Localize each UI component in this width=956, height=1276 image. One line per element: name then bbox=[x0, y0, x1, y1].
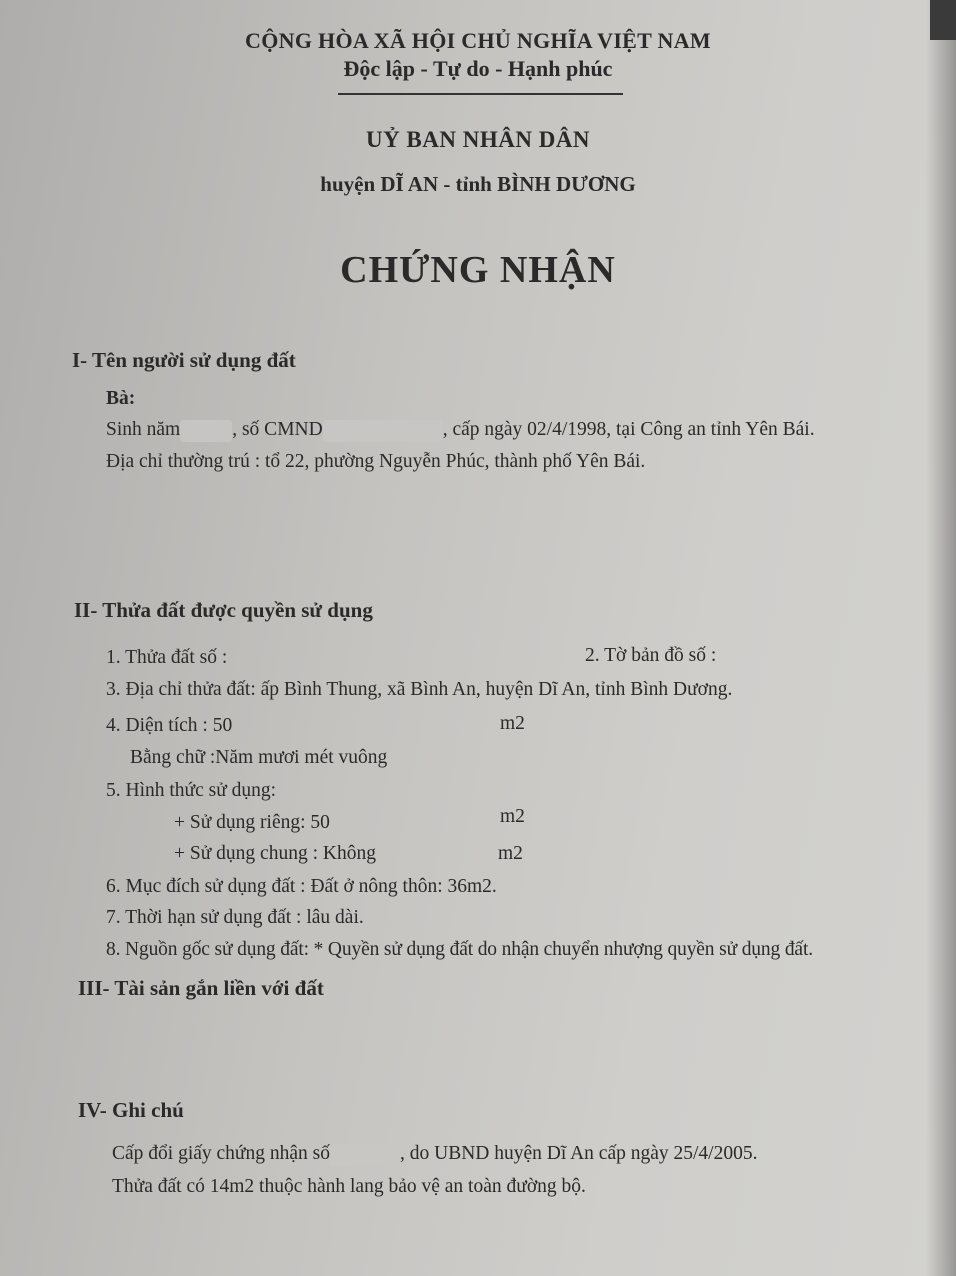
organization-name: UỶ BAN NHÂN DÂN bbox=[365, 127, 591, 152]
section-2-heading: II- Thửa đất được quyền sử dụng bbox=[74, 598, 373, 622]
land-use-purpose: 6. Mục đích sử dụng đất : Đất ở nông thôn: 36m2. bbox=[106, 876, 497, 897]
holder-label: Bà: bbox=[106, 388, 136, 409]
land-area-in-words: Bằng chữ :Năm mươi mét vuông bbox=[130, 747, 388, 768]
shared-use-unit: m2 bbox=[498, 843, 523, 864]
national-motto: Độc lập - Tự do - Hạnh phúc bbox=[343, 56, 613, 81]
land-area-unit: m2 bbox=[500, 713, 525, 734]
land-area: 4. Diện tích : 50 bbox=[106, 715, 233, 736]
birth-label: Sinh năm bbox=[106, 419, 181, 440]
land-use-term: 7. Thời hạn sử dụng đất : lâu dài. bbox=[106, 907, 364, 928]
shared-use-area: + Sử dụng chung : Không bbox=[174, 843, 376, 864]
usage-form-label: 5. Hình thức sử dụng: bbox=[106, 780, 277, 801]
private-use-unit: m2 bbox=[500, 806, 525, 827]
note-road-corridor: Thửa đất có 14m2 thuộc hành lang bảo vệ an toàn đường bộ. bbox=[112, 1176, 586, 1197]
note-certificate-label: Cấp đổi giấy chứng nhận số bbox=[112, 1143, 330, 1164]
land-address: 3. Địa chỉ thửa đất: ấp Bình Thung, xã Bình An, huyện Dĩ An, tỉnh Bình Dương. bbox=[106, 679, 733, 700]
permanent-address: Địa chỉ thường trú : tổ 22, phường Nguyễn Phúc, thành phố Yên Bái. bbox=[106, 451, 646, 472]
national-title: CỘNG HÒA XÃ HỘI CHỦ NGHĨA VIỆT NAM bbox=[245, 28, 711, 53]
id-issue-text: , cấp ngày 02/4/1998, tại Công an tỉnh Yên Bái. bbox=[442, 419, 815, 440]
redacted-certificate-number bbox=[330, 1144, 400, 1166]
header-divider bbox=[338, 93, 623, 95]
land-use-origin: 8. Nguồn gốc sử dụng đất: * Quyền sử dụng đất do nhận chuyển nhượng quyền sử dụng đất. bbox=[106, 939, 813, 960]
organization-location: huyện DĨ AN - tỉnh BÌNH DƯƠNG bbox=[320, 172, 636, 196]
section-3-heading: III- Tài sản gắn liền với đất bbox=[78, 976, 324, 1000]
section-4-heading: IV- Ghi chú bbox=[78, 1098, 184, 1122]
note-certificate-issuer: , do UBND huyện Dĩ An cấp ngày 25/4/2005. bbox=[400, 1143, 758, 1164]
land-plot-number-label: 1. Thửa đất số : bbox=[106, 647, 228, 668]
redacted-id-number bbox=[323, 420, 443, 442]
redacted-birth-year bbox=[180, 420, 232, 442]
document-title: CHỨNG NHẬN bbox=[340, 249, 616, 291]
birth-id-line bbox=[106, 419, 815, 442]
private-use-area: + Sử dụng riêng: 50 bbox=[174, 812, 330, 833]
note-certificate-exchange bbox=[112, 1143, 757, 1166]
map-sheet-number-label: 2. Tờ bản đồ số : bbox=[585, 645, 717, 666]
section-1-heading: I- Tên người sử dụng đất bbox=[72, 348, 296, 372]
id-label: , số CMND bbox=[232, 419, 323, 440]
